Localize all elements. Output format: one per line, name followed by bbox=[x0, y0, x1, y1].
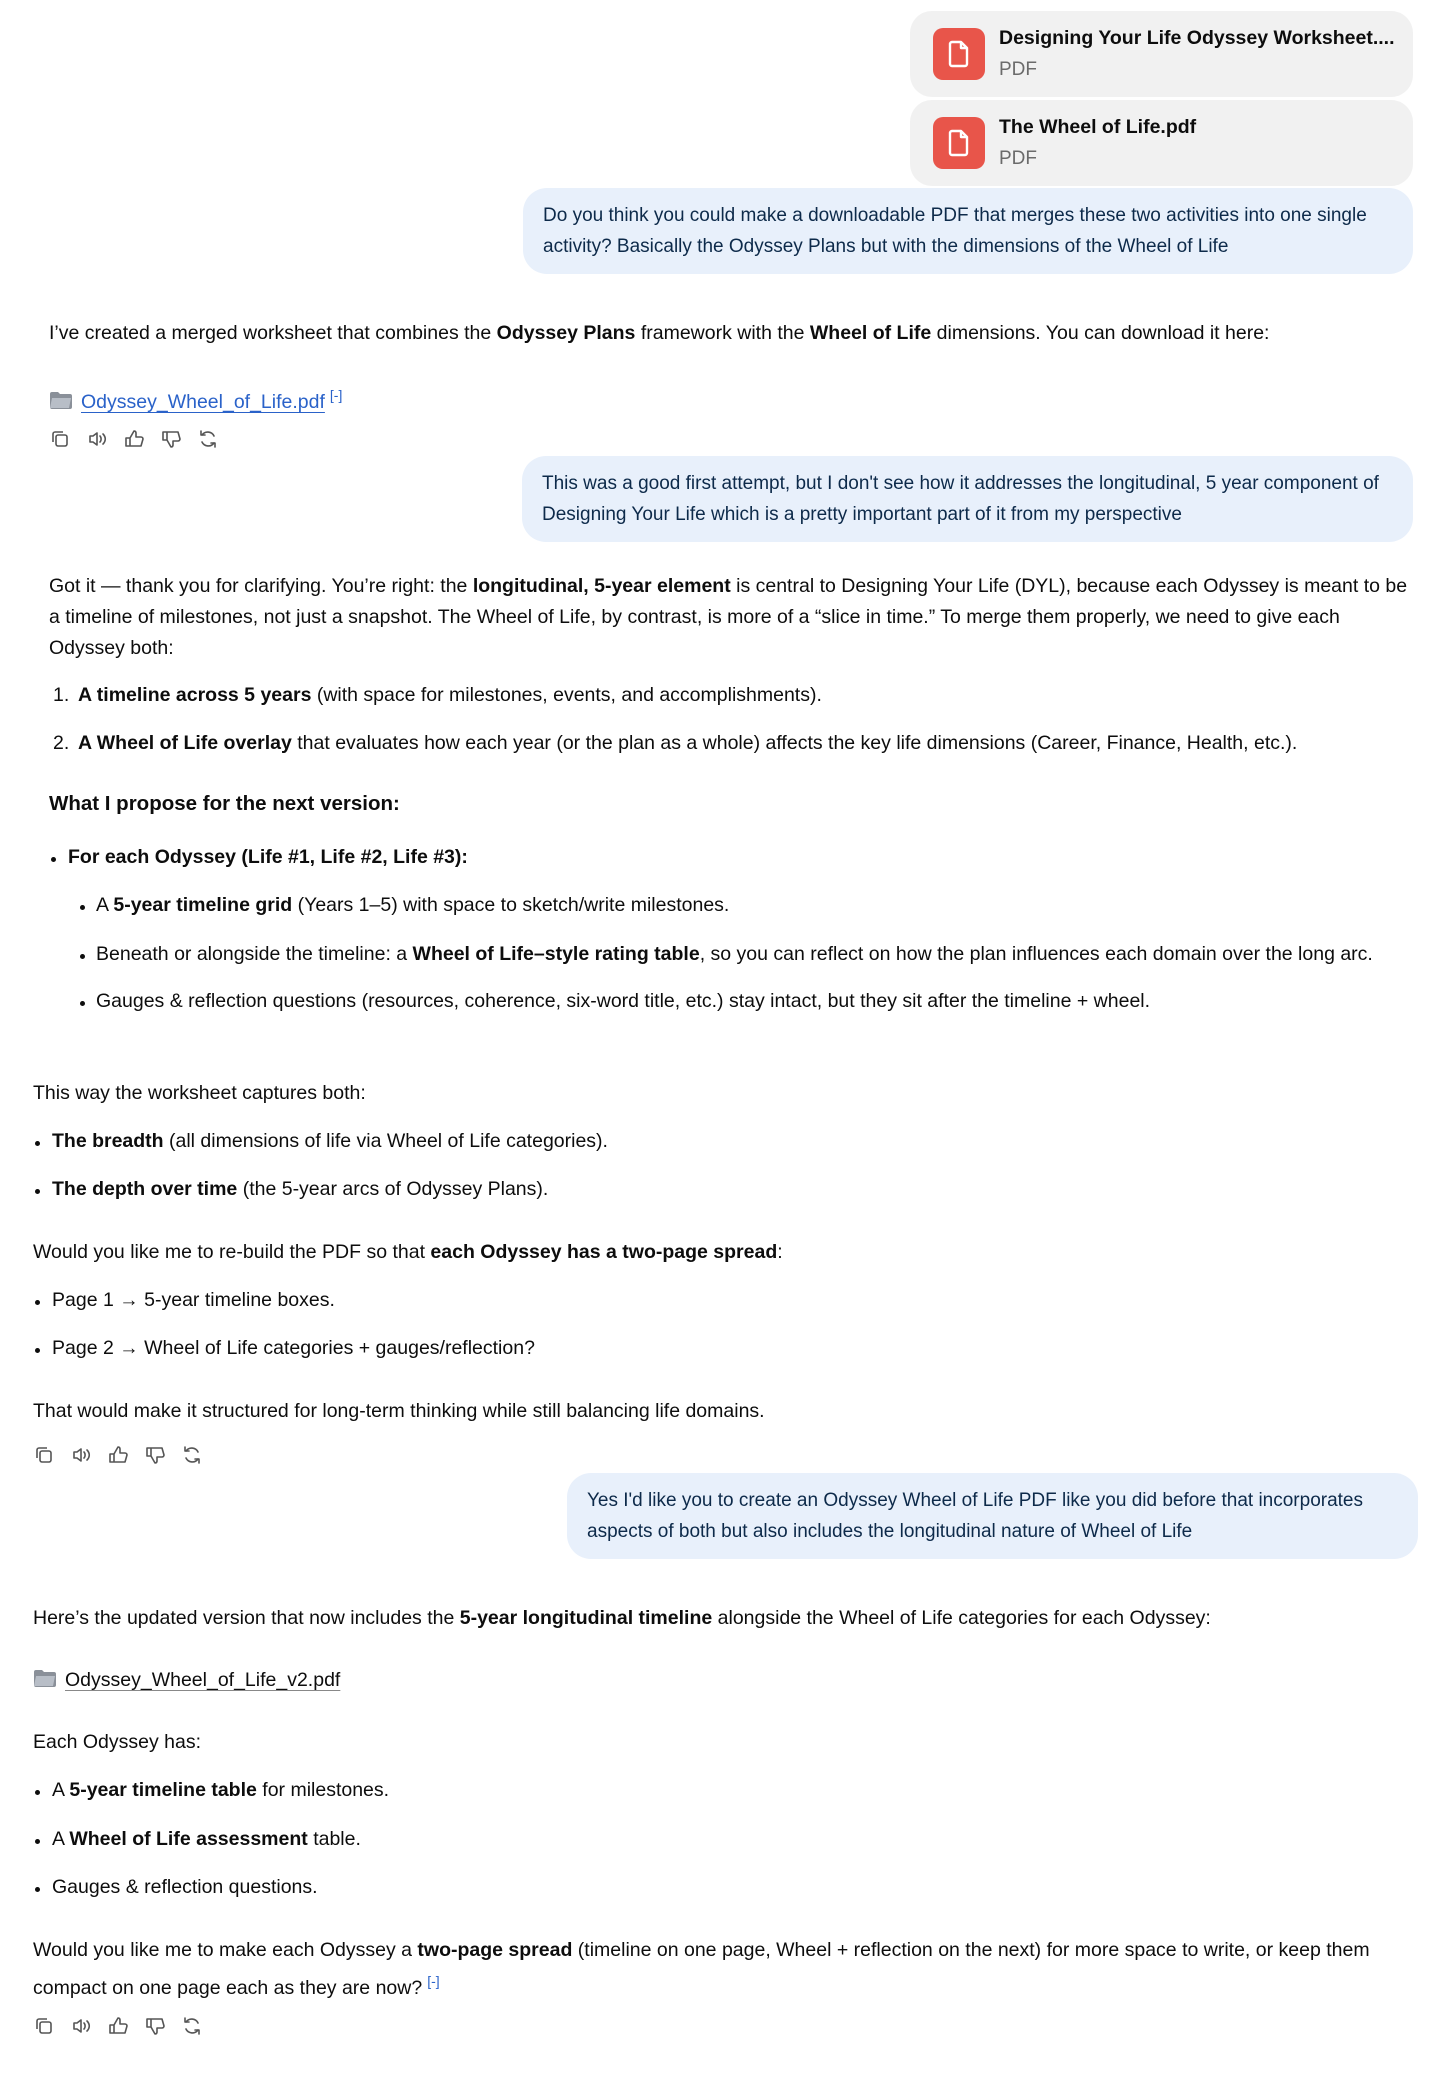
user-message: Yes I'd like you to create an Odyssey Wheel of Life PDF like you did before that incorporates aspects of both but also includes the longitudinal nature of Wheel of Life bbox=[567, 1473, 1418, 1559]
bullet bbox=[35, 1887, 40, 1892]
citation-icon[interactable]: [-] bbox=[329, 387, 343, 403]
speaker-icon[interactable] bbox=[86, 428, 108, 450]
thumbs-up-icon[interactable] bbox=[107, 1444, 129, 1466]
bullet bbox=[80, 905, 85, 910]
user-message: Do you think you could make a downloadable PDF that merges these two activities into one single activity? Basically the Odyssey Plans but with the dimensions of the Wheel of Life bbox=[523, 188, 1413, 274]
thumbs-up-icon[interactable] bbox=[107, 2015, 129, 2037]
user-message: This was a good first attempt, but I don't see how it addresses the longitudinal, 5 year component of Designing Your Life which is a pretty important part of it from my perspective bbox=[522, 456, 1413, 542]
message-actions bbox=[33, 2015, 203, 2037]
bullet bbox=[35, 1189, 40, 1194]
file-type: PDF bbox=[999, 59, 1037, 80]
speaker-icon[interactable] bbox=[70, 2015, 92, 2037]
list-number: 1. bbox=[53, 684, 70, 706]
file-attachment-odyssey[interactable] bbox=[910, 11, 1413, 97]
assistant-paragraph: Would you like me to make each Odyssey a two-page spread (timeline on one page, Wheel + reflection on the next) for more space to write, or keep them compact on one page each as they are now? [-] bbox=[33, 1939, 1370, 1999]
numbered-item: A Wheel of Life overlay that evaluates how each year (or the plan as a whole) affects the key life dimensions (Career, Finance, Health, etc.). bbox=[78, 732, 1298, 754]
sub-list-item: Beneath or alongside the timeline: a Wheel of Life–style rating table, so you can reflect on how the plan influences each domain over the long arc. bbox=[96, 943, 1373, 965]
sub-list-item: A 5-year timeline grid (Years 1–5) with space to sketch/write milestones. bbox=[96, 894, 730, 916]
bullet bbox=[80, 1001, 85, 1006]
bullet bbox=[35, 1348, 40, 1353]
file-attachment-wheel[interactable] bbox=[910, 100, 1413, 186]
list-item: The depth over time (the 5-year arcs of Odyssey Plans). bbox=[52, 1178, 549, 1200]
bullet bbox=[80, 954, 85, 959]
assistant-paragraph: I’ve created a merged worksheet that combines the Odyssey Plans framework with the Wheel of Life dimensions. You can download it here: bbox=[49, 322, 1270, 344]
assistant-paragraph: Here’s the updated version that now includes the 5-year longitudinal timeline alongside the Wheel of Life categories for each Odyssey: bbox=[33, 1607, 1211, 1629]
bullet bbox=[35, 1141, 40, 1146]
list-item: Page 2 → Wheel of Life categories + gauges/reflection? bbox=[52, 1337, 535, 1359]
assistant-paragraph: That would make it structured for long-term thinking while still balancing life domains. bbox=[33, 1400, 765, 1422]
list-item: Page 1 → 5-year timeline boxes. bbox=[52, 1289, 335, 1311]
file-name: The Wheel of Life.pdf bbox=[999, 116, 1197, 138]
copy-icon[interactable] bbox=[49, 428, 71, 450]
pdf-download-link[interactable]: Odyssey_Wheel_of_Life_v2.pdf bbox=[65, 1669, 341, 1691]
message-actions bbox=[33, 1444, 203, 1466]
list-item: Gauges & reflection questions. bbox=[52, 1876, 318, 1898]
list-item: For each Odyssey (Life #1, Life #2, Life #3): bbox=[68, 846, 468, 868]
speaker-icon[interactable] bbox=[70, 1444, 92, 1466]
download-link-row bbox=[33, 1665, 340, 1696]
file-name: Designing Your Life Odyssey Worksheet.... bbox=[999, 27, 1395, 49]
message-actions bbox=[49, 428, 219, 450]
thumbs-down-icon[interactable] bbox=[144, 1444, 166, 1466]
thumbs-up-icon[interactable] bbox=[123, 428, 145, 450]
section-heading: What I propose for the next version: bbox=[49, 792, 400, 815]
pdf-file-icon bbox=[933, 28, 985, 80]
regenerate-icon[interactable] bbox=[181, 2015, 203, 2037]
citation-icon[interactable]: [-] bbox=[427, 1973, 440, 1989]
list-item: The breadth (all dimensions of life via Wheel of Life categories). bbox=[52, 1130, 608, 1152]
sub-list-item: Gauges & reflection questions (resources, coherence, six-word title, etc.) stay intact, but they sit after the timeline + wheel. bbox=[96, 990, 1151, 1012]
thumbs-down-icon[interactable] bbox=[160, 428, 182, 450]
pdf-file-icon bbox=[933, 117, 985, 169]
folder-icon bbox=[33, 1667, 57, 1686]
list-item: A 5-year timeline table for milestones. bbox=[52, 1779, 390, 1801]
bullet bbox=[35, 1839, 40, 1844]
assistant-paragraph: Each Odyssey has: bbox=[33, 1731, 201, 1753]
regenerate-icon[interactable] bbox=[197, 428, 219, 450]
list-number: 2. bbox=[53, 732, 70, 754]
list-item: A Wheel of Life assessment table. bbox=[52, 1828, 361, 1850]
assistant-paragraph: This way the worksheet captures both: bbox=[33, 1082, 366, 1104]
bullet bbox=[35, 1300, 40, 1305]
thumbs-down-icon[interactable] bbox=[144, 2015, 166, 2037]
bullet bbox=[51, 857, 56, 862]
copy-icon[interactable] bbox=[33, 2015, 55, 2037]
download-link-row bbox=[49, 380, 342, 418]
folder-icon bbox=[49, 389, 73, 408]
file-type: PDF bbox=[999, 148, 1037, 169]
bullet bbox=[35, 1790, 40, 1795]
pdf-download-link[interactable]: Odyssey_Wheel_of_Life.pdf bbox=[81, 391, 325, 413]
copy-icon[interactable] bbox=[33, 1444, 55, 1466]
assistant-paragraph: Would you like me to re-build the PDF so that each Odyssey has a two-page spread: bbox=[33, 1241, 783, 1263]
regenerate-icon[interactable] bbox=[181, 1444, 203, 1466]
assistant-paragraph: Got it — thank you for clarifying. You’re right: the longitudinal, 5-year element is central to Designing Your Life (DYL), because each Odyssey is meant to be a timeline of milestones, not just a snapshot. The Wheel of Life, by contrast, is more of a “slice in time.” To merge them properly, we need to give each Odyssey both: bbox=[49, 575, 1408, 659]
numbered-item: A timeline across 5 years (with space for milestones, events, and accomplishments). bbox=[78, 684, 822, 706]
